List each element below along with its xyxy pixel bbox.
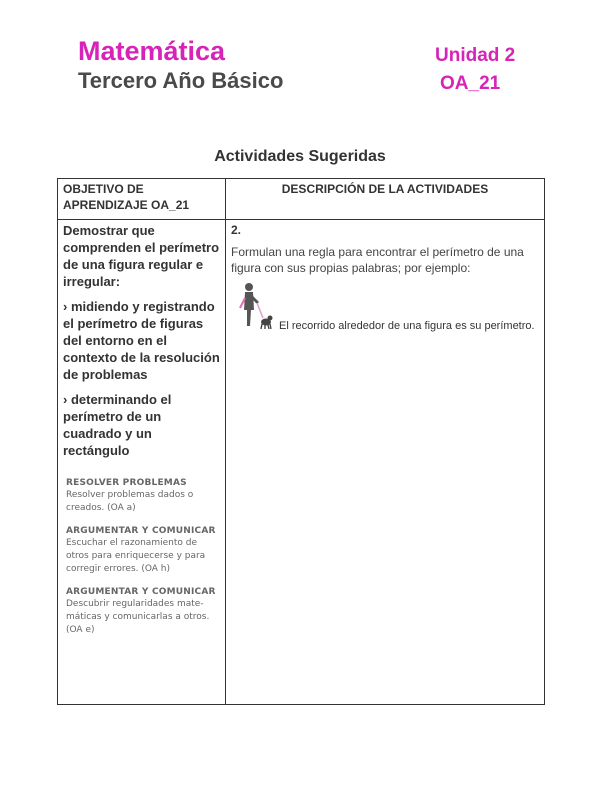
activity-description: Formulan una regla para encontrar el perímetro de una figura con sus propias palabras; por ejemplo: <box>231 245 524 275</box>
skill-item <box>66 477 220 515</box>
table-row <box>58 220 545 705</box>
subject-title: Matemática <box>78 36 226 66</box>
skill-description: Resolver problemas dados o creados. (OA a) <box>66 490 194 513</box>
activities-table <box>57 178 545 705</box>
objective-statement: Demostrar que comprenden el perímetro de una figura regular e irregular: <box>63 223 220 289</box>
objective-bullet: › midiendo y registrando el perímetro de figuras del entorno en el contexto de la resolución de problemas <box>63 299 220 382</box>
example-block <box>231 282 539 342</box>
skill-description: Escuchar el razonamiento de otros para enriquecerse y para corregir errores. (OA h) <box>66 538 206 574</box>
skill-title: ARGUMENTAR Y COMUNICAR <box>66 526 216 536</box>
header-objective: OBJETIVO DE APRENDIZAJE OA_21 <box>58 179 226 220</box>
table-header-row <box>58 179 545 220</box>
objective-bullet: › determinando el perímetro de un cuadrado y un rectángulo <box>63 392 172 458</box>
skills-list <box>66 477 220 637</box>
oa-label: OA_21 <box>440 73 501 94</box>
unit-label: Unidad 2 <box>435 45 516 66</box>
header-description: DESCRIPCIÓN DE LA ACTIVIDADES <box>226 179 545 220</box>
skill-title: ARGUMENTAR Y COMUNICAR <box>66 587 216 597</box>
activity-number: 2. <box>231 223 242 237</box>
skill-item <box>66 525 220 576</box>
objective-cell <box>58 220 226 705</box>
grade-title: Tercero Año Básico <box>78 68 284 93</box>
example-text: El recorrido alrededor de una figura es su perímetro. <box>279 320 535 332</box>
person-walking-dog-icon <box>237 282 277 338</box>
skill-item <box>66 586 220 637</box>
section-title: Actividades Sugeridas <box>214 148 386 165</box>
description-cell <box>226 220 545 705</box>
skill-title: RESOLVER PROBLEMAS <box>66 478 187 488</box>
skill-description: Descubrir regularidades mate-máticas y comunicarlas a otros. (OA e) <box>66 599 210 635</box>
